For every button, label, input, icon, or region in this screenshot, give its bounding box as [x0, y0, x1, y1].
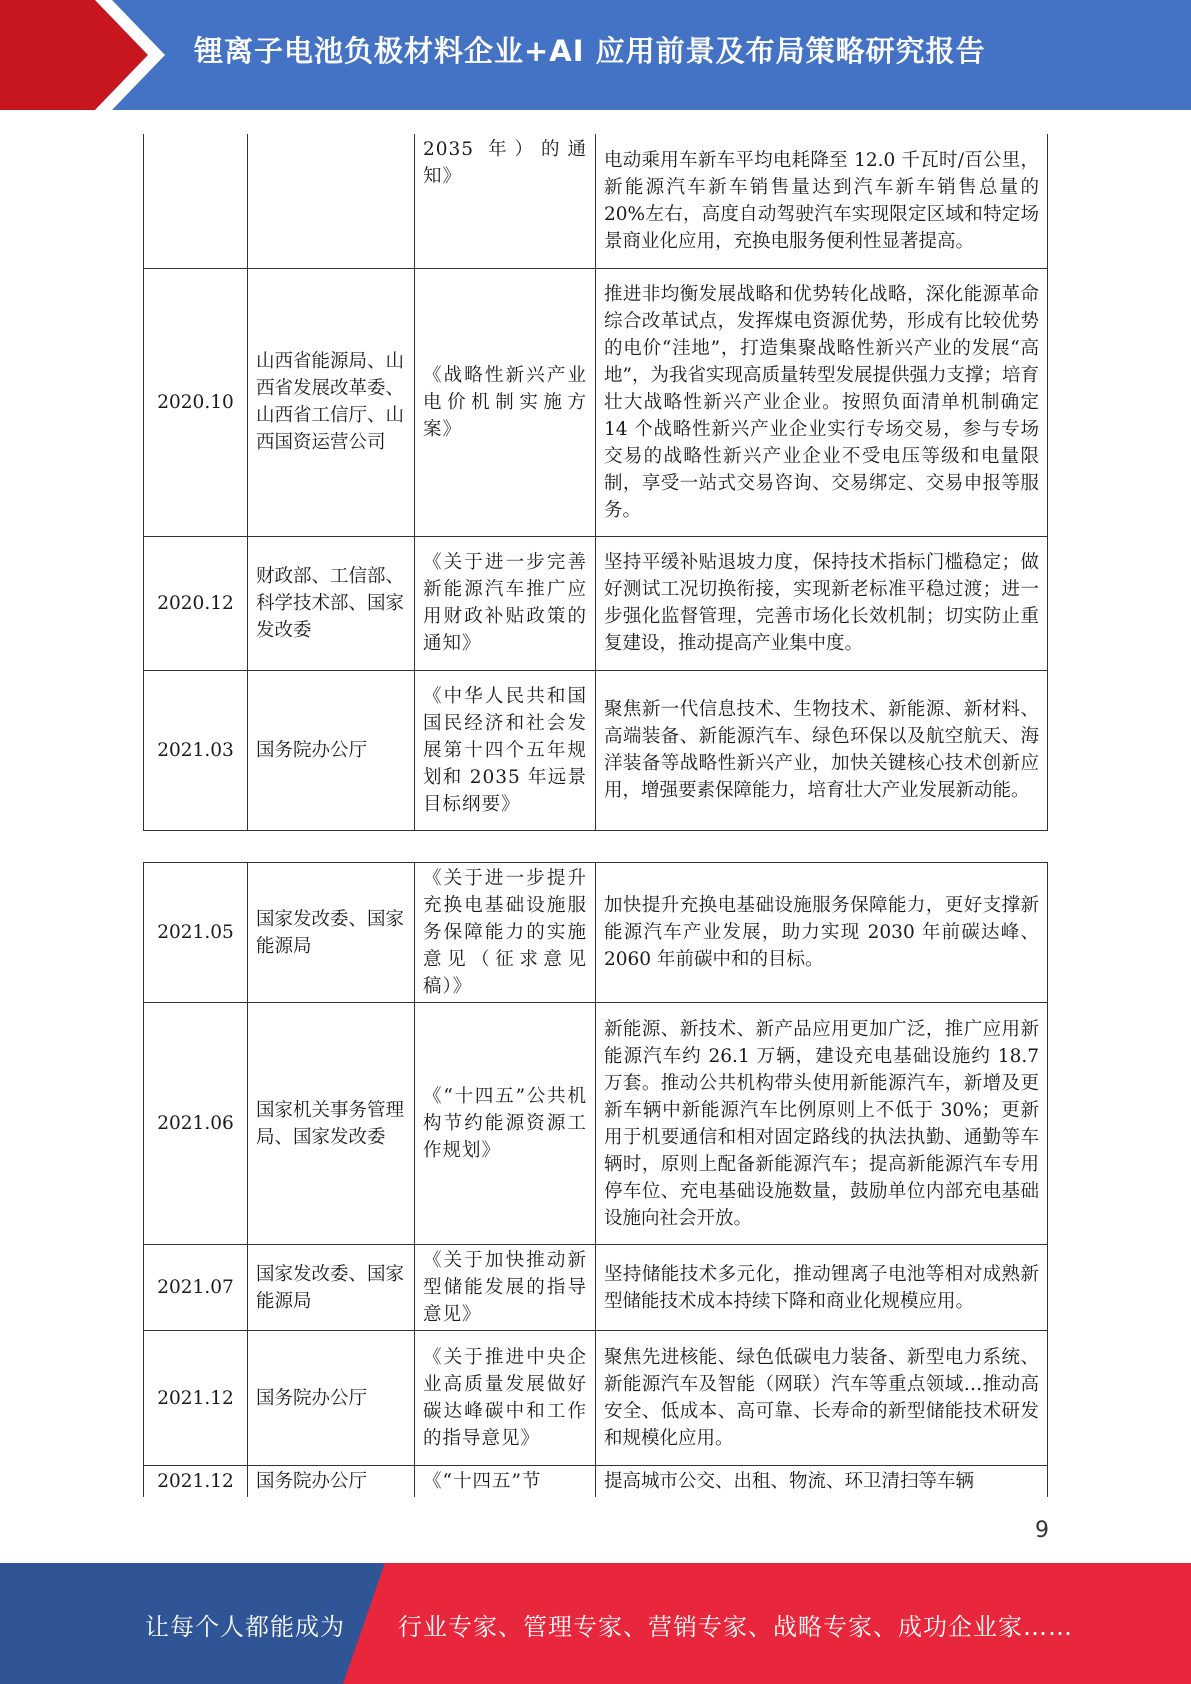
date-cell — [144, 134, 248, 268]
document-cell: 《“十四五”节 — [415, 1466, 596, 1498]
date-cell: 2021.03 — [144, 670, 248, 830]
page-header — [0, 0, 1191, 110]
content-cell: 提高城市公交、出租、物流、环卫清扫等车辆 — [596, 1466, 1048, 1498]
table-row — [144, 536, 1048, 670]
date-cell: 2021.07 — [144, 1245, 248, 1331]
document-cell: 《战略性新兴产业电价机制实施方案》 — [415, 268, 596, 536]
content-cell: 坚持平缓补贴退坡力度，保持技术指标门槛稳定；做好测试工况切换衔接，实现新老标准平稳过渡；进一步强化监督管理，完善市场化长效机制；切实防止重复建设，推动提高产业集中度。 — [596, 536, 1048, 670]
document-cell: 《关于进一步完善新能源汽车推广应用财政补贴政策的通知》 — [415, 536, 596, 670]
document-cell: 2035 年）的通知》 — [415, 134, 596, 268]
page-number: 9 — [1035, 1518, 1049, 1543]
footer-slogan-left: 让每个人都能成为 — [145, 1613, 345, 1641]
policy-table-part1 — [143, 134, 1048, 831]
report-title: 锂离子电池负极材料企业+AI 应用前景及布局策略研究报告 — [194, 34, 986, 68]
agency-cell: 国务院办公厅 — [248, 670, 415, 830]
document-cell: 《关于推进中央企业高质量发展做好碳达峰碳中和工作的指导意见》 — [415, 1331, 596, 1466]
agency-cell: 国务院办公厅 — [248, 1466, 415, 1498]
table-row — [144, 1331, 1048, 1466]
document-cell: 《“十四五”公共机构节约能源资源工作规划》 — [415, 1003, 596, 1245]
document-cell: 《关于加快推动新型储能发展的指导意见》 — [415, 1245, 596, 1331]
content-cell: 聚焦新一代信息技术、生物技术、新能源、新材料、高端装备、新能源汽车、绿色环保以及航空航天、海洋装备等战略性新兴产业，加快关键核心技术创新应用，增强要素保障能力，培育壮大产业发展新动能。 — [596, 670, 1048, 830]
agency-cell: 国家发改委、国家能源局 — [248, 1245, 415, 1331]
content-cell: 加快提升充换电基础设施服务保障能力，更好支撑新能源汽车产业发展，助力实现 2030 年前碳达峰、2060 年前碳中和的目标。 — [596, 863, 1048, 1003]
agency-cell — [248, 134, 415, 268]
date-cell: 2021.05 — [144, 863, 248, 1003]
agency-cell: 财政部、工信部、科学技术部、国家发改委 — [248, 536, 415, 670]
content-cell: 聚焦先进核能、绿色低碳电力装备、新型电力系统、新能源汽车及智能（网联）汽车等重点领域…推动高安全、低成本、高可靠、长寿命的新型储能技术研发和规模化应用。 — [596, 1331, 1048, 1466]
table-row — [144, 1466, 1048, 1498]
content-cell: 新能源、新技术、新产品应用更加广泛，推广应用新能源汽车约 26.1 万辆，建设充电基础设施约 18.7 万套。推动公共机构带头使用新能源汽车，新增及更新车辆中新能源汽车比例原则上不低于 30%；更新用于机要通信和相对固定路线的执法执勤、通勤等车辆时，原则上配备新能源汽车；提高新能源汽车专用停车位、充电基础设施数量，鼓励单位内部充电基础设施向社会开放。 — [596, 1003, 1048, 1245]
table-row — [144, 1245, 1048, 1331]
content-cell: 推进非均衡发展战略和优势转化战略，深化能源革命综合改革试点，发挥煤电资源优势，形成有比较优势的电价“洼地”，打造集聚战略性新兴产业的发展“高地”，为我省实现高质量转型发展提供强力支撑；培育壮大战略性新兴产业企业。按照负面清单机制确定 14 个战略性新兴产业企业实行专场交易，参与专场交易的战略性新兴产业企业不受电压等级和电量限制，享受一站式交易咨询、交易绑定、交易申报等服务。 — [596, 268, 1048, 536]
date-cell: 2021.12 — [144, 1466, 248, 1498]
content-cell: 电动乘用车新车平均电耗降至 12.0 千瓦时/百公里，新能源汽车新车销售量达到汽车新车销售总量的 20%左右，高度自动驾驶汽车实现限定区域和特定场景商业化应用，充换电服务便利性显著提高。 — [596, 134, 1048, 268]
table-row — [144, 670, 1048, 830]
date-cell: 2020.10 — [144, 268, 248, 536]
date-cell: 2020.12 — [144, 536, 248, 670]
agency-cell: 国家机关事务管理局、国家发改委 — [248, 1003, 415, 1245]
document-cell: 《关于进一步提升充换电基础设施服务保障能力的实施意见（征求意见稿）》 — [415, 863, 596, 1003]
table-row — [144, 863, 1048, 1003]
footer-slogan-right: 行业专家、管理专家、营销专家、战略专家、成功企业家…… — [398, 1613, 1073, 1641]
table-row — [144, 134, 1048, 268]
date-cell: 2021.06 — [144, 1003, 248, 1245]
agency-cell: 国家发改委、国家能源局 — [248, 863, 415, 1003]
table-row — [144, 268, 1048, 536]
agency-cell: 山西省能源局、山西省发展改革委、山西省工信厅、山西国资运营公司 — [248, 268, 415, 536]
document-cell: 《中华人民共和国国民经济和社会发展第十四个五年规划和 2035 年远景目标纲要》 — [415, 670, 596, 830]
content-cell: 坚持储能技术多元化，推动锂离子电池等相对成熟新型储能技术成本持续下降和商业化规模应用。 — [596, 1245, 1048, 1331]
agency-cell: 国务院办公厅 — [248, 1331, 415, 1466]
policy-table-part2 — [143, 862, 1048, 1497]
page-footer — [0, 1563, 1191, 1684]
date-cell: 2021.12 — [144, 1331, 248, 1466]
table-row — [144, 1003, 1048, 1245]
